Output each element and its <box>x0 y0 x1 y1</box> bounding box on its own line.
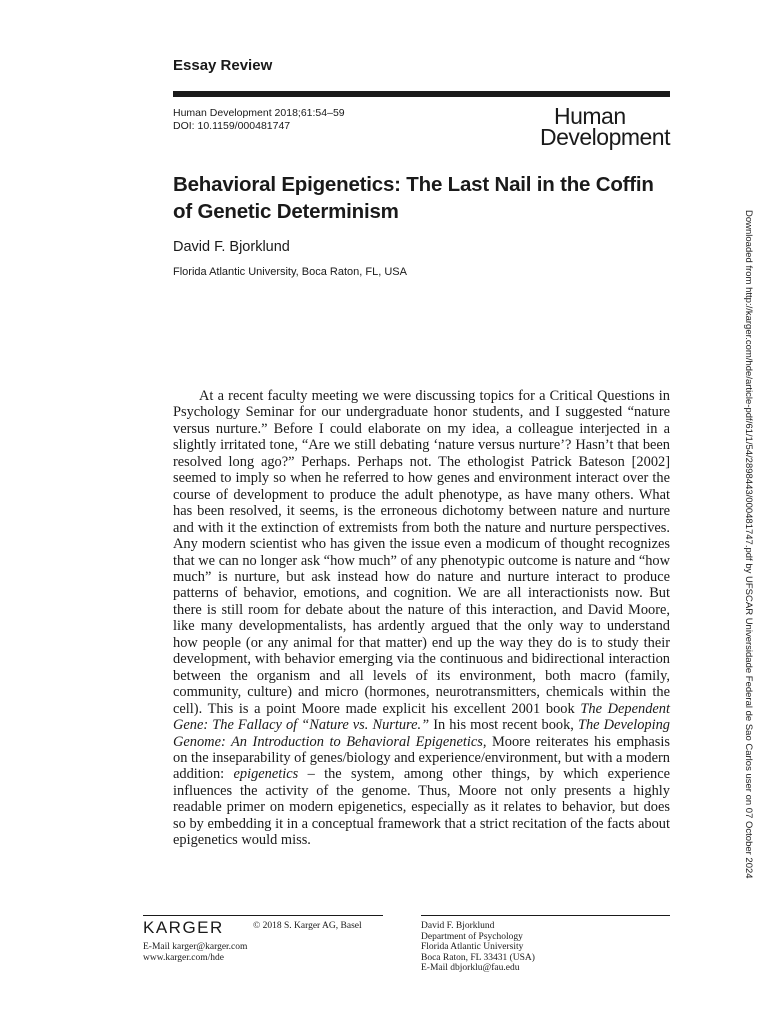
article-body <box>173 388 670 849</box>
term-emphasis: epigenetics <box>233 766 299 783</box>
publisher-email: E-Mail karger@karger.com <box>143 942 248 952</box>
body-text: – the system, among other things, by which experience influences the activity of the genome. Thus, Moore not only presents a highly readable primer on modern epigenetics, especially as it relates to behavior, but does so by embedding it in a conceptual framework that a strict recitation of the facts about epigenetics would miss. <box>173 766 670 849</box>
body-text: At a recent faculty meeting we were discussing topics for a Critical Questions in Psychology Seminar for our undergraduate honor students, and I suggested “nature versus nurture.” Before I could elaborate on my idea, a colleague interjected in a slightly irritated tone, “Are we still debating ‘nature versus nurture’? Hasn’t that been resolved long ago?” Perhaps. Perhaps not. The ethologist Patrick Bateson [2002] seemed to imply so when he referred to how genes and environment interact over the course of development to produce the adult phenotype, as have many others. What has been resolved, it seems, is the erroneous dichotomy between nature and nurture and with it the extinction of extremists from both the nature and nurture perspectives. Any modern scientist who has given the issue even a modicum of thought recognizes that we can no longer ask “how much” of any phenotypic outcome is nature and “how much” is nurture, but ask instead how do nature and nurture interact to produce patterns of behavior, emotions, and cognition. We are all interactionists now. But there is still room for debate about the nature of this interaction, and David Moore, like many developmentalists, has ardently argued that the only way to understand how people (or any animal for that matter) end up the way they do is to study their development, with behavior emerging via the continuous and bidirectional interaction between the organism and all levels of its environment, both macro (family, community, culture) and micro (hormones, neurotransmitters, chemicals within the cell). This is a point Moore made explicit his excellent 2001 book <box>173 388 670 717</box>
header-divider <box>173 91 670 97</box>
citation-line: Human Development 2018;61:54–59 <box>173 107 345 119</box>
body-text: In his most recent book, <box>429 717 578 734</box>
doi-line: DOI: 10.1159/000481747 <box>173 120 291 132</box>
section-label: Essay Review <box>173 57 273 74</box>
journal-logo <box>539 103 670 150</box>
book-title: The Developing Genome: An Introduction to Behavioral Epigenetics <box>173 717 670 750</box>
book-title: The Dependent Gene: The Fallacy of “Nature vs. Nurture.” <box>173 700 670 734</box>
citation-block <box>173 107 345 133</box>
footer-divider <box>421 915 670 916</box>
author-name: David F. Bjorklund <box>173 239 290 255</box>
publisher-contact <box>143 942 247 964</box>
corr-email: E-Mail dbjorklu@fau.edu <box>421 963 520 974</box>
journal-logo-line2: Development <box>539 124 670 150</box>
footer-divider <box>143 915 383 916</box>
corr-name: David F. Bjorklund <box>421 921 495 931</box>
corr-university: Florida Atlantic University <box>421 942 524 953</box>
download-notice: Downloaded from http://karger.com/hde/article-pdf/61/1/54/2898443/000481747.pdf by UFSCAR Universidade Federal de Sao Carlos user on 07 October 2024 <box>743 210 754 879</box>
article-title: Behavioral Epigenetics: The Last Nail in the Coffin of Genetic Determinism <box>173 173 654 223</box>
correspondence-address <box>421 921 535 974</box>
body-text: , Moore reiterates his emphasis on the inseparability of genes/biology and experience/environment, but with a modern addition: <box>173 733 671 783</box>
author-affiliation: Florida Atlantic University, Boca Raton, FL, USA <box>173 266 407 278</box>
publisher-website: www.karger.com/hde <box>143 953 224 963</box>
corr-city: Boca Raton, FL 33431 (USA) <box>421 952 535 963</box>
body-paragraph <box>173 388 670 849</box>
journal-logo-line1: Human <box>553 103 626 129</box>
publisher-logo: KARGER <box>143 918 224 937</box>
corr-department: Department of Psychology <box>421 931 523 942</box>
copyright-notice: © 2018 S. Karger AG, Basel <box>253 921 362 931</box>
